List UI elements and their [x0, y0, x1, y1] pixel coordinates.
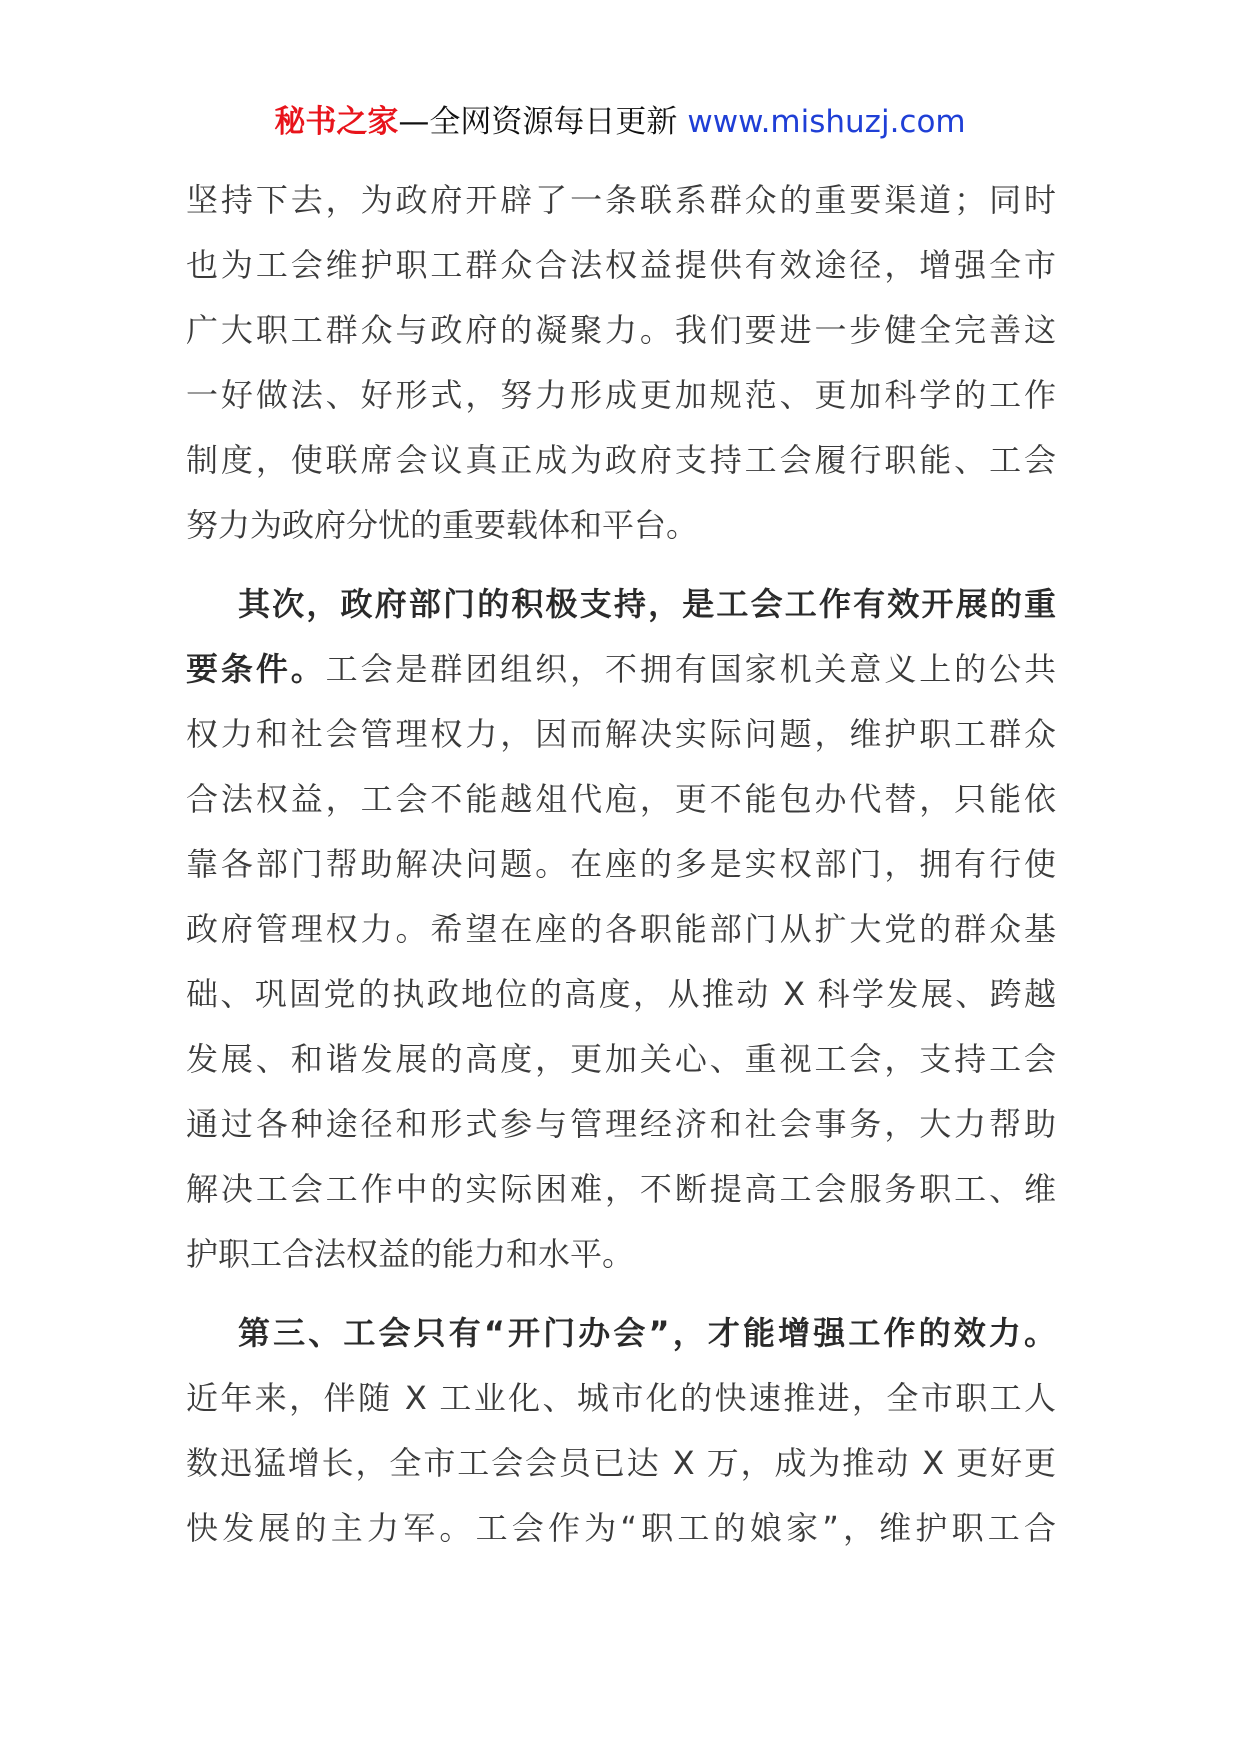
section-heading-line: 第三、工会只有“开门办会”，才能增强工作的效力。 [238, 1314, 1056, 1352]
text-line: 通过各种途径和形式参与管理经济和社会事务，大力帮助 [186, 1105, 1056, 1143]
text-line: 坚持下去，为政府开辟了一条联系群众的重要渠道；同时 [186, 181, 1056, 219]
text-line: 近年来，伴随 X 工业化、城市化的快速推进，全市职工人 [186, 1379, 1056, 1417]
page-header [0, 100, 1240, 144]
text-line: 护职工合法权益的能力和水平。 [186, 1235, 635, 1273]
text-line: 一好做法、好形式，努力形成更加规范、更加科学的工作 [186, 376, 1056, 414]
text-line: 广大职工群众与政府的凝聚力。我们要进一步健全完善这 [186, 311, 1056, 349]
text-line: 发展、和谐发展的高度，更加关心、重视工会，支持工会 [186, 1040, 1056, 1078]
text-line: 权力和社会管理权力，因而解决实际问题，维护职工群众 [186, 715, 1056, 753]
text-span: 工会是群团组织，不拥有国家机关意义上的公共 [325, 650, 1056, 688]
site-url-link[interactable]: www.mishuzj.com [687, 104, 966, 140]
text-line: 快发展的主力军。工会作为“职工的娘家”，维护职工合 [186, 1509, 1056, 1547]
document-body [186, 168, 1056, 1561]
text-line: 制度，使联席会议真正成为政府支持工会履行职能、工会 [186, 441, 1056, 479]
text-line: 也为工会维护职工群众合法权益提供有效途径，增强全市 [186, 246, 1056, 284]
text-line: 努力为政府分忧的重要载体和平台。 [186, 506, 699, 544]
text-line: 解决工会工作中的实际困难，不断提高工会服务职工、维 [186, 1170, 1056, 1208]
text-line: 政府管理权力。希望在座的各职能部门从扩大党的群众基 [186, 910, 1056, 948]
text-line: 合法权益，工会不能越俎代庖，更不能包办代替，只能依 [186, 780, 1056, 818]
text-line [186, 637, 1056, 702]
text-line: 础、巩固党的执政地位的高度，从推动 X 科学发展、跨越 [186, 975, 1056, 1013]
text-line: 数迅猛增长，全市工会会员已达 X 万，成为推动 X 更好更 [186, 1444, 1056, 1482]
brand-name: 秘书之家 [274, 104, 399, 140]
section-heading-line: 其次，政府部门的积极支持，是工会工作有效开展的重 [238, 585, 1056, 623]
text-line: 靠各部门帮助解决问题。在座的多是实权部门，拥有行使 [186, 845, 1056, 883]
header-tagline: —全网资源每日更新 [398, 104, 678, 140]
section-heading-end: 要条件。 [186, 650, 326, 688]
